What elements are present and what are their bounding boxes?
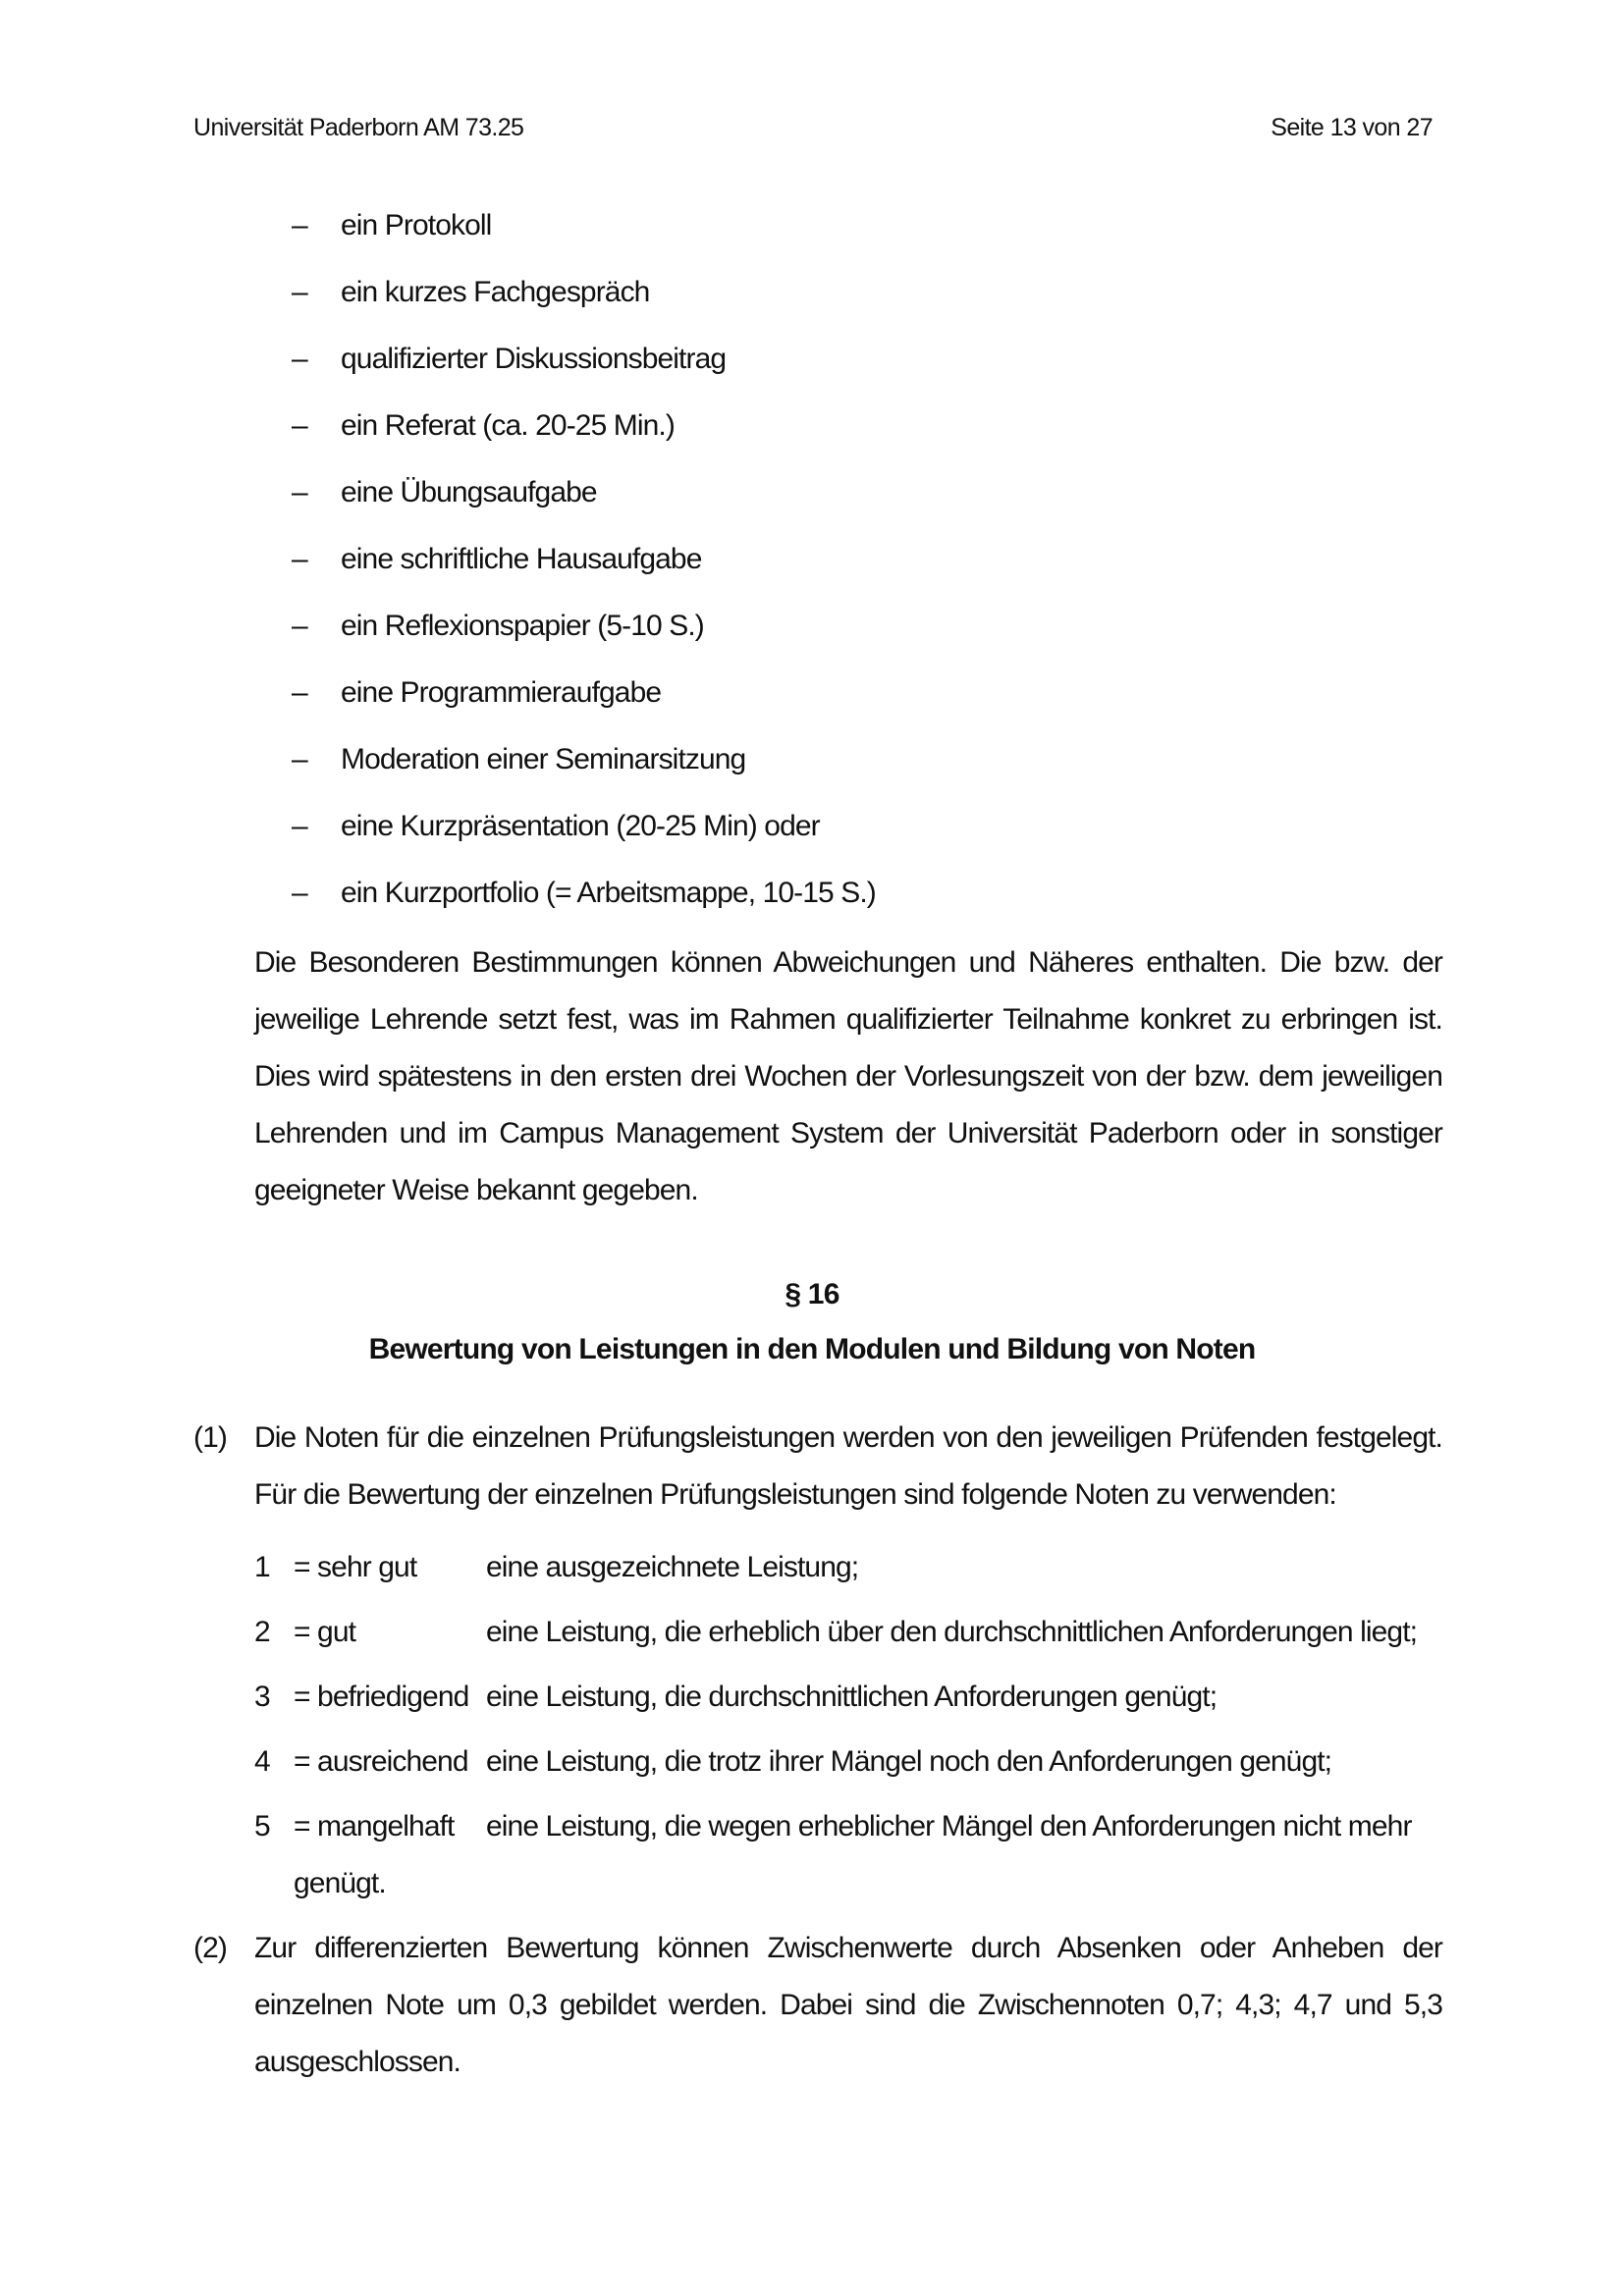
bullet-dash: – xyxy=(292,877,307,909)
grade-number: 1 xyxy=(254,1551,270,1583)
bullet-dash: – xyxy=(292,476,307,508)
list-item-text: ein Kurzportfolio (= Arbeitsmappe, 10-15 S.) xyxy=(341,877,876,909)
item-text: Zur differenzierten Bewertung können Zwischenwerte durch Absenken oder Anheben der einzelnen Note um 0,3 gebildet werden. Dabei sind die Zwischennoten 0,7; 4,3; 4,7 und 5,3 ausgeschlossen. xyxy=(254,1932,1442,2078)
bullet-dash: – xyxy=(292,409,307,442)
list-item-text: eine Kurzpräsentation (20-25 Min) oder xyxy=(341,810,820,842)
bullet-dash: – xyxy=(292,543,307,575)
list-item-text: eine Übungsaufgabe xyxy=(341,476,597,508)
grade-description: eine Leistung, die durchschnittlichen Anforderungen genügt; xyxy=(486,1681,1218,1713)
intro-paragraph: Die Besonderen Bestimmungen können Abweichungen und Näheres enthalten. Die bzw. der jeweilige Lehrende setzt fest, was im Rahmen qualifizierter Teilnahme konkret zu erbringen ist. Dies wird spätestens in den ersten drei Wochen der Vorlesungszeit von der bzw. dem jeweiligen Lehrenden und im Campus Management System der Universität Paderborn oder in sonstiger geeigneter Weise bekannt gegeben. xyxy=(254,946,1442,1206)
grade-number: 5 xyxy=(254,1810,270,1842)
grade-label: = befriedigend xyxy=(294,1681,469,1713)
bullet-dash: – xyxy=(292,610,307,642)
list-item-text: Moderation einer Seminarsitzung xyxy=(341,743,746,775)
header-document-id: Universität Paderborn AM 73.25 xyxy=(193,114,524,141)
grade-label: = mangelhaft xyxy=(294,1810,455,1842)
section-title: Bewertung von Leistungen in den Modulen und Bildung von Noten xyxy=(368,1333,1256,1365)
list-item-text: qualifizierter Diskussionsbeitrag xyxy=(341,343,727,375)
list-item-text: ein Reflexionspapier (5-10 S.) xyxy=(341,610,704,642)
list-item-text: ein Referat (ca. 20-25 Min.) xyxy=(341,409,675,442)
bullet-dash: – xyxy=(292,276,307,308)
grade-label: = sehr gut xyxy=(294,1551,417,1583)
bullet-dash: – xyxy=(292,343,307,375)
list-item-text: ein kurzes Fachgespräch xyxy=(341,276,650,308)
item-text: Die Noten für die einzelnen Prüfungsleistungen werden von den jeweiligen Prüfenden festgelegt. Für die Bewertung der einzelnen Prüfungsleistungen sind folgende Noten zu verwenden: xyxy=(254,1421,1442,1511)
grade-number: 4 xyxy=(254,1745,270,1778)
bullet-dash: – xyxy=(292,743,307,775)
grade-label: = gut xyxy=(294,1616,356,1648)
item-number: (1) xyxy=(193,1421,227,1454)
list-item-text: eine schriftliche Hausaufgabe xyxy=(341,543,702,575)
bullet-dash: – xyxy=(292,676,307,709)
grade-description-continued: genügt. xyxy=(294,1867,386,1899)
grade-description: eine Leistung, die erheblich über den durchschnittlichen Anforderungen liegt; xyxy=(486,1616,1418,1648)
grade-label: = ausreichend xyxy=(294,1745,468,1778)
grade-description: eine Leistung, die wegen erheblicher Mängel den Anforderungen nicht mehr xyxy=(486,1810,1412,1842)
list-item-text: ein Protokoll xyxy=(341,209,492,241)
list-item-text: eine Programmieraufgabe xyxy=(341,676,662,709)
section-number: § 16 xyxy=(785,1278,839,1310)
grade-description: eine Leistung, die trotz ihrer Mängel noch den Anforderungen genügt; xyxy=(486,1745,1332,1778)
header-page-number: Seite 13 von 27 xyxy=(1271,114,1433,141)
item-number: (2) xyxy=(193,1932,227,1964)
bullet-dash: – xyxy=(292,209,307,241)
grade-description: eine ausgezeichnete Leistung; xyxy=(486,1551,859,1583)
grade-number: 3 xyxy=(254,1681,270,1713)
grade-number: 2 xyxy=(254,1616,270,1648)
bullet-dash: – xyxy=(292,810,307,842)
